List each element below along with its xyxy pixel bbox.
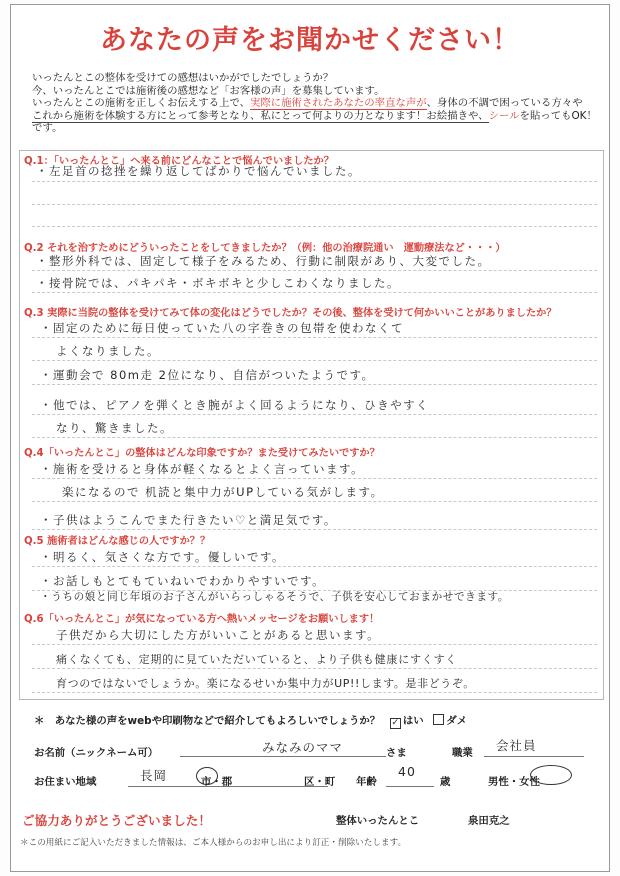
divider: [32, 668, 597, 669]
privacy-notice: ＊この用紙にご記入いただきました情報は、ご本人様からのお申し出により訂正・削除いたします。: [20, 838, 407, 848]
intro-line-3a: いったんとこの施術を正しくお伝えする上で、: [32, 97, 250, 110]
divider: [32, 337, 597, 338]
thanks-message: ご協力ありがとうございました！: [22, 813, 211, 828]
age-line: [386, 786, 434, 787]
answer-5-3: ・うちの娘と同じ年頃のお子さんがいらっしゃるそうで、子供を安心しておまかせできます。: [40, 591, 510, 603]
consent-row: [34, 712, 467, 729]
job-label: 職業: [452, 747, 473, 759]
answer-4-1: ・施術を受けると身体が軽くなるとよく言っています。: [40, 462, 365, 476]
city-field[interactable]: 長岡: [140, 768, 168, 783]
divider: [32, 437, 597, 438]
age-suffix: 歳: [440, 776, 451, 788]
intro-text: [32, 72, 597, 135]
divider: [32, 226, 597, 227]
divider: [32, 529, 597, 530]
answer-3-2: よくなりました。: [56, 344, 160, 358]
gender-separator: ・: [508, 776, 520, 788]
intro-sticker: シール: [488, 109, 520, 122]
answer-2-1: ・整形外科では、固定して様子をみるため、行動に制限があり、大変でした。: [36, 254, 491, 268]
answer-2-2: ・接骨院では、パキパキ・ボキボキと少しこわくなりました。: [36, 276, 400, 290]
answer-4-2: 楽になるので 机読と集中力がUPしている気がします。: [62, 485, 384, 499]
name-label: お名前（ニックネーム可）: [34, 747, 159, 759]
answer-3-5: なり、驚きました。: [56, 421, 173, 435]
name-suffix: さま: [386, 747, 407, 759]
answer-6-3: 育つのではないでしょうか。楽になるせいか集中力がUP!!します。是非どうぞ。: [56, 677, 475, 690]
divider: [32, 692, 597, 693]
gender-female[interactable]: 女性: [519, 776, 540, 788]
answer-6-1: 子供だから大切にした方がいいことがあると思います。: [56, 628, 381, 642]
consent-no-checkbox[interactable]: [433, 714, 444, 725]
divider: [32, 270, 597, 271]
answer-3-4: ・他では、ピアノを弾くとき腕がよく回るようになり、ひきやすく: [40, 398, 430, 412]
city-suffix: 市・郡: [201, 776, 233, 788]
answer-3-1: ・固定のために毎日使っていた八の字巻きの包帯を使わなくて: [40, 321, 404, 335]
answer-1-1: ・左足首の捻挫を繰り返してばかりで悩んでいました。: [36, 164, 361, 178]
divider: [32, 566, 597, 567]
intro-line-4: [32, 110, 597, 123]
divider: [32, 292, 597, 293]
divider: [32, 501, 597, 502]
job-line: [484, 756, 584, 757]
question-6: Q.6「いったんとこ」が気になっている方へ熱いメッセージをお願いします！: [24, 614, 380, 625]
intro-line-1: いったんとこの整体を受けての感想はいかがでしたでしょうか？: [32, 72, 334, 84]
gender-male[interactable]: 男性: [488, 776, 509, 788]
consent-yes-checkbox[interactable]: ✓: [391, 718, 400, 728]
female-circle: [530, 765, 572, 785]
name-field[interactable]: みなみのママ: [262, 740, 344, 755]
divider: [32, 181, 597, 182]
organization-name: 整体いったんとこ: [336, 815, 420, 827]
intro-line-3: [32, 97, 597, 110]
consent-question: ＊ あなた様の声をwebや印刷物などで紹介してもよろしいでしょうか？: [34, 715, 381, 727]
intro-line-5: です。: [32, 122, 63, 135]
answer-6-2: 痛くなくても、定期的に見ていただいていると、より子供も健康にすくすく: [56, 653, 458, 666]
age-label: 年齢: [356, 776, 377, 788]
answer-5-2: ・お話しもとてもていねいでわかりやすいです。: [40, 574, 326, 588]
answer-3-3: ・運動会で 80m走 2位になり、自信がついたようです。: [40, 368, 375, 382]
intro-line-4c: を貼ってもOK！: [519, 109, 597, 122]
intro-line-4a: これから施術を体験する方にとって参考となり、私にとって何よりの力となります！お絵描きや、: [32, 109, 489, 122]
town-suffix: 区・町: [304, 776, 336, 788]
intro-line-2: 今、いったんとこでは施術後の感想など「お客様の声」を募集しています。: [32, 84, 385, 97]
divider: [32, 478, 597, 479]
age-field[interactable]: 40: [398, 764, 416, 779]
question-2: Q.2 それを治すためにどういったことをしてきましたか？（例：他の治療院通い 運動療法など・・・）: [24, 243, 506, 254]
question-1: Q.1：「いったんとこ」へ来る前にどんなことで悩んでいましたか？: [24, 156, 334, 167]
name-line: [180, 756, 386, 757]
job-field[interactable]: 会社員: [496, 738, 537, 753]
intro-highlight: 実際に施術されたあなたの率直な声が: [250, 97, 427, 110]
divider: [32, 414, 597, 415]
divider: [32, 384, 597, 385]
consent-yes-label: はい: [402, 715, 424, 727]
divider: [32, 360, 597, 361]
area-label: お住まい地域: [34, 776, 97, 788]
question-4: Q.4「いったんとこ」の整体はどんな印象ですか？また受けてみたいですか？: [24, 448, 380, 459]
consent-no-label: ダメ: [446, 715, 468, 727]
answer-4-3: ・子供はようこんでまた行きたい♡と満足気です。: [40, 513, 337, 527]
question-3: Q.3 実際に当院の整体を受けてみて体の変化はどうでしたか？その後、整体を受けて何かいいことがありましたか？: [24, 308, 557, 319]
answer-5-1: ・明るく、気さくな方です。優しいです。: [40, 550, 285, 564]
divider: [32, 204, 597, 205]
practitioner-name: 泉田克之: [468, 815, 510, 827]
page-title: あなたの声をお聞かせください！: [100, 25, 520, 56]
intro-line-3c: 、身体の不調で困っている方々や: [426, 97, 583, 110]
question-5: Q.5 施術者はどんな感じの人ですか？？: [24, 536, 211, 547]
divider: [32, 644, 597, 645]
